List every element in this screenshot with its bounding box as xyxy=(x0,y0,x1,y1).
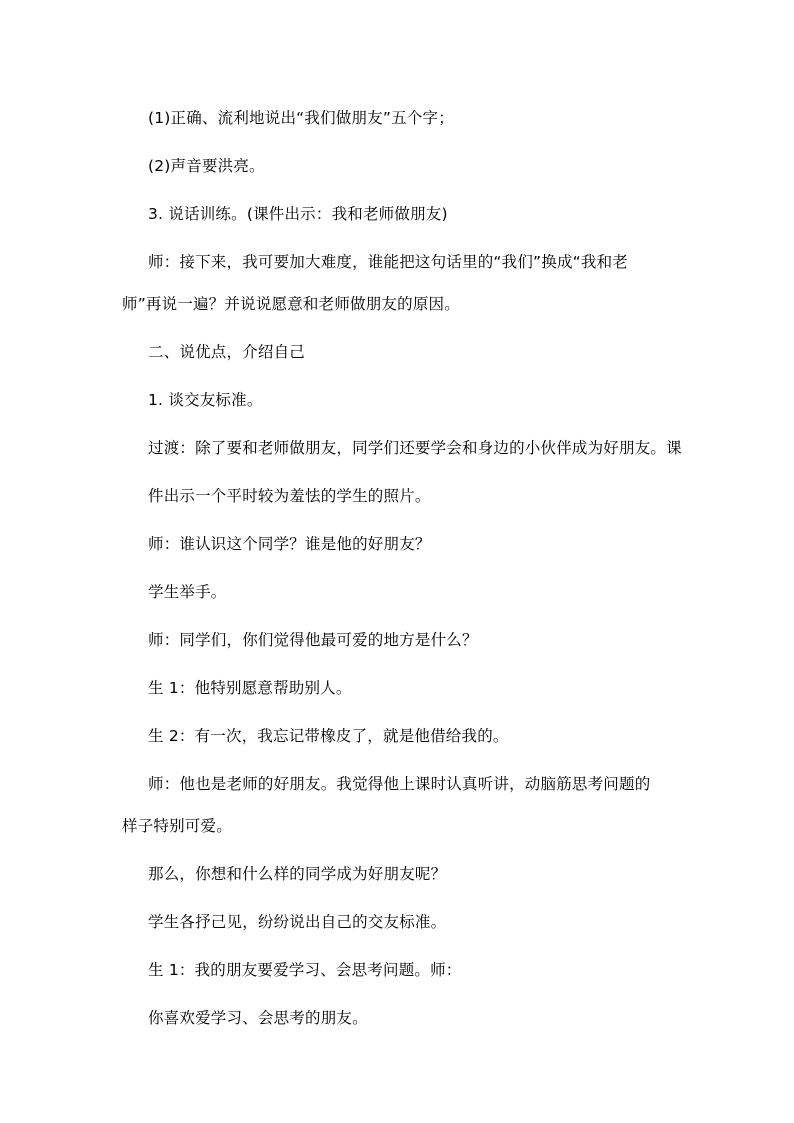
text-line-14: 生 2：有一次，我忘记带橡皮了，就是他借给我的。 xyxy=(148,727,509,745)
text-line-8: 过渡：除了要和老师做朋友，同学们还要学会和身边的小伙伴成为好朋友。课 xyxy=(148,439,682,457)
text-line-5: 师”再说一遍？并说说愿意和老师做朋友的原因。 xyxy=(122,295,460,313)
text-line-13: 生 1：他特别愿意帮助别人。 xyxy=(148,679,352,697)
text-line-19: 生 1：我的朋友要爱学习、会思考问题。师： xyxy=(148,961,462,979)
text-line-4: 师：接下来，我可要加大难度，谁能把这句话里的“我们”换成“我和老 xyxy=(148,253,628,271)
text-line-10: 师：谁认识这个同学？谁是他的好朋友？ xyxy=(148,535,431,553)
text-line-17: 那么，你想和什么样的同学成为好朋友呢？ xyxy=(148,865,447,883)
text-line-2: (2)声音要洪亮。 xyxy=(148,157,265,175)
text-line-16: 样子特别可爱。 xyxy=(122,817,232,835)
text-line-15: 师：他也是老师的好朋友。我觉得他上课时认真听讲，动脑筋思考问题的 xyxy=(148,775,651,793)
text-line-12: 师：同学们，你们觉得他最可爱的地方是什么？ xyxy=(148,631,478,649)
text-line-11: 学生举手。 xyxy=(148,583,227,601)
section-heading: 二、说优点，介绍自己 xyxy=(148,343,306,361)
text-line-20: 你喜欢爱学习、会思考的朋友。 xyxy=(148,1009,368,1027)
text-line-9: 件出示一个平时较为羞怯的学生的照片。 xyxy=(148,487,431,505)
text-line-18: 学生各抒己见，纷纷说出自己的交友标准。 xyxy=(148,913,447,931)
text-line-3: 3. 说话训练。(课件出示：我和老师做朋友) xyxy=(148,205,448,223)
text-line-1: (1)正确、流利地说出“我们做朋友”五个字； xyxy=(148,109,454,127)
text-line-7: 1. 谈交友标准。 xyxy=(148,391,263,409)
